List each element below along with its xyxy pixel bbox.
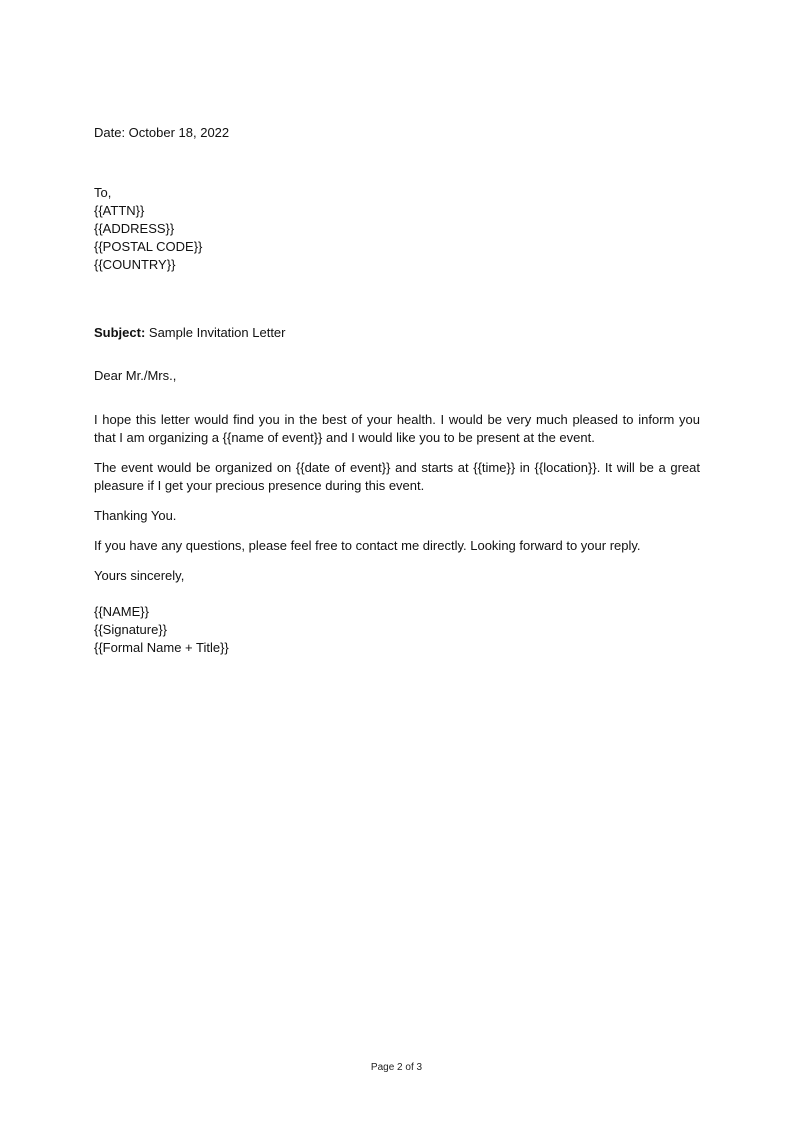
recipient-country: {{COUNTRY}} <box>94 257 176 272</box>
recipient-attn: {{ATTN}} <box>94 203 145 218</box>
signature-placeholder: {{Signature}} <box>94 622 168 637</box>
subject-text: Sample Invitation Letter <box>145 325 286 340</box>
page-number-footer: Page 2 of 3 <box>370 1062 423 1073</box>
recipient-to: To, <box>94 185 112 200</box>
letter-body <box>94 124 700 657</box>
salutation: Dear Mr./Mrs., <box>94 368 177 383</box>
recipient-block <box>94 184 700 274</box>
recipient-address: {{ADDRESS}} <box>94 221 175 236</box>
signature-block <box>94 603 700 657</box>
recipient-postal-code: {{POSTAL CODE}} <box>94 239 203 254</box>
closing-line: Yours sincerely, <box>94 568 185 583</box>
signature-formal-name-title: {{Formal Name + Title}} <box>94 640 229 655</box>
body-paragraph-contact: If you have any questions, please feel free to contact me directly. Looking forward to your reply. <box>94 538 641 553</box>
signature-name: {{NAME}} <box>94 604 149 619</box>
body-paragraph-invitation: I hope this letter would find you in the best of your health. I would be very much pleased to inform you that I am organizing a {{name of event}} and I would like you to be present at the event. <box>94 412 700 445</box>
body-paragraph-event-details: The event would be organized on {{date of event}} and starts at {{time}} in {{location}}. It will be a great pleasure if I get your precious presence during this event. <box>94 460 700 493</box>
subject-line <box>94 324 700 342</box>
letter-date: Date: October 18, 2022 <box>94 125 230 140</box>
body-paragraph-thanks: Thanking You. <box>94 508 177 523</box>
subject-label: Subject: <box>94 325 146 340</box>
